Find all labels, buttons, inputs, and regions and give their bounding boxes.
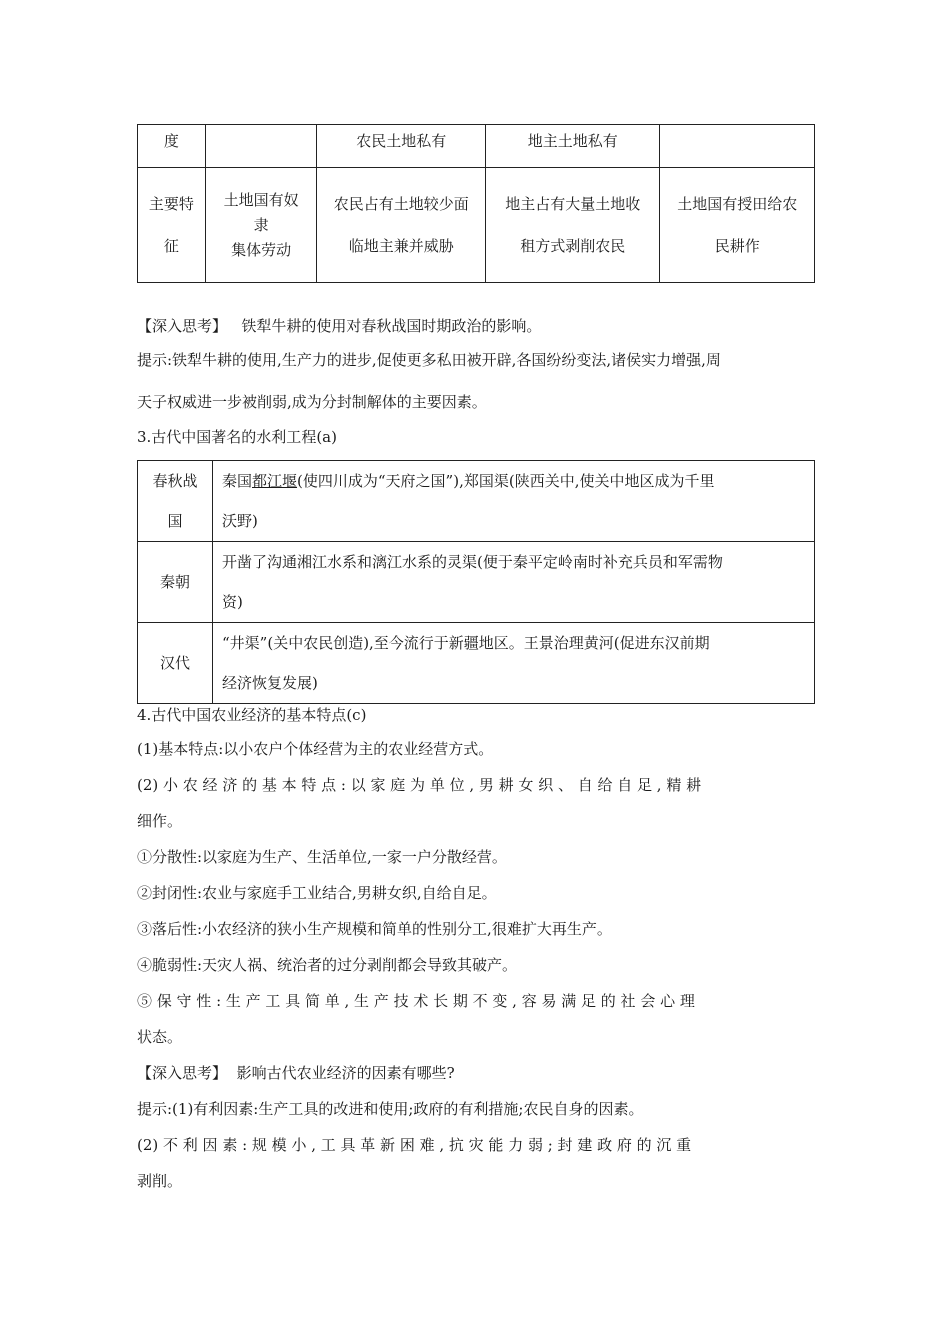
desc-prefix: 秦国	[222, 472, 253, 490]
table-cell	[205, 125, 317, 168]
cell-line: 土地国有奴	[223, 191, 299, 209]
table-cell: 度	[138, 125, 206, 168]
cell-line: 征	[163, 237, 179, 255]
think-tag: 【深入思考】	[137, 1064, 228, 1082]
cell-line: “井渠”(关中农民创造),至今流行于新疆地区。王景治理黄河(促进东汉前期	[222, 634, 710, 652]
land-system-table	[137, 124, 815, 283]
era-cell	[138, 461, 213, 542]
list-item: ⑤ 保 守 性 : 生 产 工 具 简 单 , 生 产 技 术 长 期 不 变 , 容 易 满 足 的 社 会 心 理	[137, 992, 695, 1010]
cell-line: 主要特	[148, 195, 194, 213]
desc-rest: (使四川成为“天府之国”),郑国渠(陕西关中,使关中地区成为千里	[297, 472, 715, 490]
cell-line: 地主占有大量土地收	[505, 195, 641, 213]
hint-line: (2) 不 利 因 素 : 规 模 小 , 工 具 革 新 困 难 , 抗 灾 能 力 弱 ; 封 建 政 府 的 沉 重	[137, 1136, 692, 1154]
cell-line: 民耕作	[714, 237, 760, 255]
table-cell	[205, 168, 317, 283]
hint-line: 提示:(1)有利因素:生产工具的改进和使用;政府的有利措施;农民自身的因素。	[137, 1100, 644, 1118]
table-cell: 农民土地私有	[317, 125, 485, 168]
cell-line: 经济恢复发展)	[222, 674, 318, 692]
era-cell: 汉代	[138, 623, 213, 704]
think-tag: 【深入思考】	[137, 317, 228, 335]
table-row	[138, 623, 815, 704]
cell-line: 租方式剥削农民	[520, 237, 626, 255]
table-cell	[317, 168, 485, 283]
cell-line: 沃野)	[222, 512, 258, 530]
table-cell	[138, 168, 206, 283]
hint-line: 剥削。	[137, 1172, 183, 1190]
underlined-term: 都江堰	[252, 472, 298, 490]
list-item: ③落后性:小农经济的狭小生产规模和简单的性别分工,很难扩大再生产。	[137, 920, 612, 938]
list-item: 状态。	[137, 1028, 183, 1046]
list-item: ①分散性:以家庭为生产、生活单位,一家一户分散经营。	[137, 848, 507, 866]
list-item: ④脆弱性:天灾人祸、统治者的过分剥削都会导致其破产。	[137, 956, 518, 974]
cell-line: 土地国有授田给农	[677, 195, 798, 213]
cell-line: 农民占有土地较少面	[333, 195, 469, 213]
paragraph: (1)基本特点:以小农户个体经营为主的农业经营方式。	[137, 740, 494, 758]
table-cell	[660, 125, 815, 168]
table-cell: 地主土地私有	[485, 125, 659, 168]
table-cell	[485, 168, 659, 283]
table-row	[138, 168, 815, 283]
table-row	[138, 461, 815, 542]
desc-cell	[213, 461, 815, 542]
cell-line: 集体劳动	[231, 241, 292, 259]
think-question-text: 铁犁牛耕的使用对春秋战国时期政治的影响。	[241, 317, 542, 335]
table-row	[138, 125, 815, 168]
section-title: 3.古代中国著名的水利工程(a)	[137, 428, 337, 446]
section-title: 4.古代中国农业经济的基本特点(c)	[137, 706, 367, 724]
desc-cell	[213, 542, 815, 623]
cell-line: 隶	[253, 216, 269, 234]
cell-line: 国	[167, 512, 183, 530]
table-cell	[660, 168, 815, 283]
cell-line: 资)	[222, 593, 243, 611]
era-cell: 秦朝	[138, 542, 213, 623]
water-project-table	[137, 460, 815, 704]
paragraph: (2) 小 农 经 济 的 基 本 特 点 : 以 家 庭 为 单 位 , 男 耕 女 织 、 自 给 自 足 , 精 耕	[137, 776, 702, 794]
table-row	[138, 542, 815, 623]
hint-line: 提示:铁犁牛耕的使用,生产力的进步,促使更多私田被开辟,各国纷纷变法,诸侯实力增强,周	[137, 351, 721, 369]
cell-line: 开凿了沟通湘江水系和漓江水系的灵渠(便于秦平定岭南时补充兵员和军需物	[222, 553, 723, 571]
hint-line: 天子权威进一步被削弱,成为分封制解体的主要因素。	[137, 393, 487, 411]
think-question	[137, 315, 815, 337]
cell-line	[222, 461, 808, 501]
think-question-text: 影响古代农业经济的因素有哪些?	[236, 1064, 455, 1082]
cell-line: 临地主兼并威胁	[348, 237, 454, 255]
think-question	[137, 1062, 815, 1084]
list-item: ②封闭性:农业与家庭手工业结合,男耕女织,自给自足。	[137, 884, 497, 902]
cell-line: 春秋战	[152, 472, 198, 490]
desc-cell	[213, 623, 815, 704]
paragraph: 细作。	[137, 812, 183, 830]
